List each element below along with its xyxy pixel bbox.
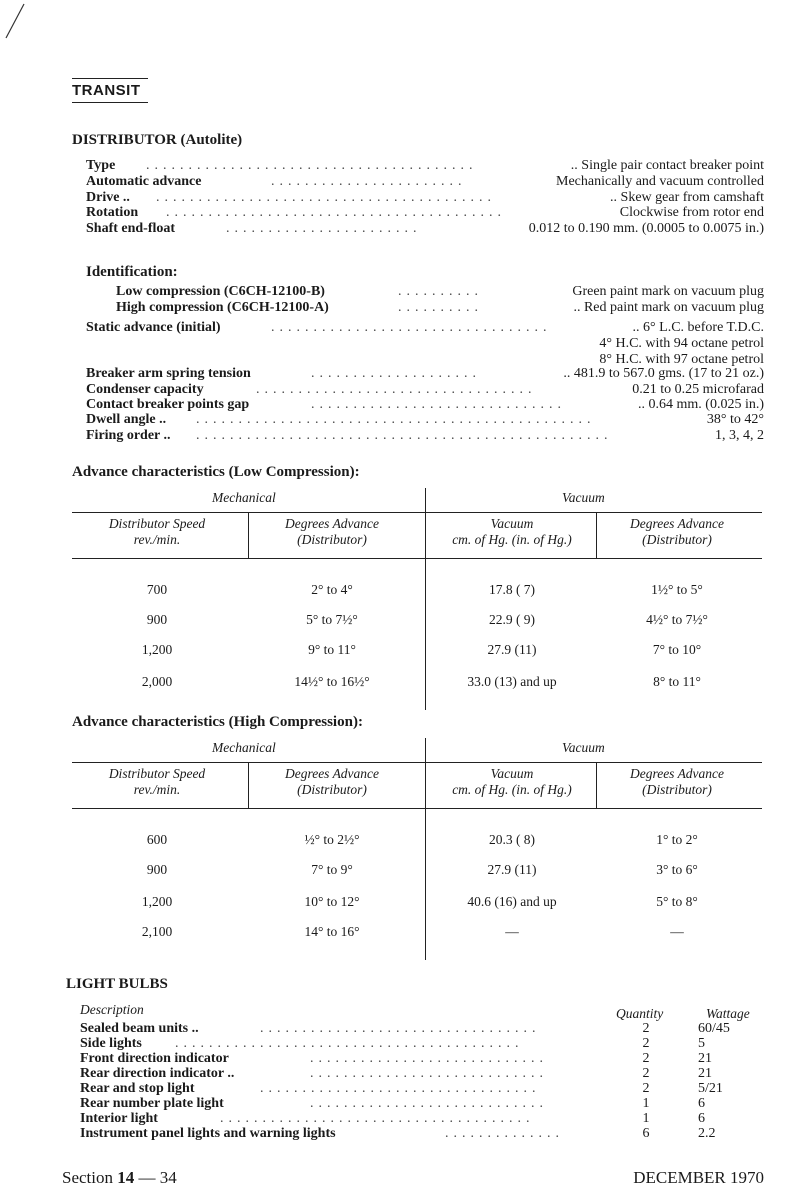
advance-high-heading: Advance characteristics (High Compression): [72,714,363,730]
distributor-heading: DISTRIBUTOR (Autolite) [72,132,243,148]
spec-row-shaft-end-float [86,221,764,237]
spec-row-drive [86,190,764,206]
footer-section [62,1168,177,1188]
table-cell: 14° to 16° [304,924,360,939]
leader-dots: ............................ [310,1096,548,1111]
table-cell: 2,000 [141,674,173,689]
table-cell: — [670,924,684,939]
table-cell: 7° to 9° [311,862,353,877]
bulb-qty: 1 [642,1096,650,1111]
bulb-watt: 6 [698,1096,705,1111]
leader-dots: ................................................. [196,428,613,443]
bulb-qty: 1 [642,1111,650,1126]
bulb-row [80,1126,790,1141]
spec-label: Low compression (C6CH-12100-B) [116,284,325,299]
col-wattage: Wattage [706,1006,750,1021]
group-mechanical: Mechanical [212,740,276,755]
spec-label: Static advance (initial) [86,320,221,335]
bulb-label: Rear number plate light [80,1096,224,1111]
table-cell: 27.9 (11) [487,862,537,877]
table-rule [72,808,762,809]
group-vacuum: Vacuum [562,740,605,755]
table-cell: 2,100 [141,924,173,939]
bulb-qty: 2 [642,1036,650,1051]
table-cell: 9° to 11° [308,642,356,657]
footer-date: DECEMBER 1970 [633,1168,764,1187]
table-cell: 7° to 10° [652,642,702,657]
col-header-line: Degrees Advance [284,516,380,531]
table-cell: 1,200 [141,642,173,657]
group-header [72,738,762,760]
static-advance-extra-2: 8° H.C. with 97 octane petrol [599,352,764,367]
table-cell: 1° to 2° [656,832,698,847]
light-bulbs-heading: LIGHT BULBS [66,976,168,992]
spec-value: .. 0.64 mm. (0.025 in.) [638,397,764,412]
spec-row-dwell-angle [86,412,764,428]
table-cell: 27.9 (11) [487,642,537,657]
leader-dots: ..................................... [220,1111,535,1126]
spec-value: 0.012 to 0.190 mm. (0.0005 to 0.0075 in.) [528,221,764,236]
table-cell: 1,200 [141,894,173,909]
bulb-qty: 2 [642,1021,650,1036]
header-divider [596,512,597,558]
col-header-line: cm. of Hg. (in. of Hg.) [452,782,572,797]
spec-label: Shaft end-float [86,221,176,236]
table-divider [425,738,426,960]
table-rule [72,762,762,763]
title-rule-bottom [72,102,148,103]
table-cell: 20.3 ( 8) [488,832,536,847]
leader-dots: .............. [445,1126,564,1141]
leader-dots: .......... [398,300,483,315]
title-rule-top [72,78,148,79]
col-description: Description [80,1002,144,1017]
leader-dots: ....................................... [146,158,478,173]
bulb-label: Side lights [80,1036,142,1051]
table-cell: 40.6 (16) and up [467,894,557,909]
col-quantity: Quantity [616,1006,664,1021]
bulb-label: Interior light [80,1111,158,1126]
spec-label: Breaker arm spring tension [86,366,251,381]
pen-mark-icon [2,2,28,42]
col-header [72,516,242,548]
spec-label: Contact breaker points gap [86,397,250,412]
id-row-low-compression [116,284,764,300]
table-cell: 4½° to 7½° [646,612,708,627]
col-header-line: Distributor Speed [108,516,206,531]
table-cell: 17.8 ( 7) [488,582,536,597]
col-header [427,766,597,798]
bulb-label: Front direction indicator [80,1051,229,1066]
col-header [252,766,412,798]
bulb-row [80,1111,790,1126]
leader-dots: ................................. [256,382,537,397]
spec-value: Clockwise from rotor end [619,205,764,220]
col-header-line: Degrees Advance [629,766,725,781]
spec-value: .. Skew gear from camshaft [610,190,764,205]
bulb-label: Rear direction indicator .. [80,1066,235,1081]
identification-heading: Identification: [86,264,178,280]
col-header-line: (Distributor) [642,782,712,797]
col-header [597,516,757,548]
table-cell: 10° to 12° [304,894,360,909]
col-header [597,766,757,798]
table-cell: 3° to 6° [656,862,698,877]
bulb-qty: 2 [642,1066,650,1081]
table-cell: 600 [146,832,168,847]
col-header-line: (Distributor) [297,532,367,547]
table-cell: 5° to 7½° [306,612,358,627]
footer-page-number: — 34 [138,1168,177,1187]
table-cell: — [505,924,519,939]
header-divider [248,512,249,558]
spec-row-contact-gap [86,397,764,413]
col-header-line: Degrees Advance [629,516,725,531]
leader-dots: ................................. [260,1081,541,1096]
spec-row-static-advance [86,320,764,336]
spec-label: Dwell angle .. [86,412,167,427]
footer-section-number: 14 [117,1168,135,1187]
spec-label: Automatic advance [86,174,202,189]
col-header-line: Vacuum [490,516,534,531]
col-header-line: (Distributor) [642,532,712,547]
spec-row-condenser [86,382,764,398]
bulb-watt: 6 [698,1111,705,1126]
col-header [72,766,242,798]
spec-row-breaker-arm [86,366,764,382]
col-header-line: Degrees Advance [284,766,380,781]
col-header-line: Distributor Speed [108,766,206,781]
bulb-label: Sealed beam units .. [80,1021,199,1036]
table-cell: 33.0 (13) and up [467,674,557,689]
col-header-line: cm. of Hg. (in. of Hg.) [452,532,572,547]
col-header [427,516,597,548]
bulb-row [80,1036,790,1051]
leader-dots: .......... [398,284,483,299]
bulb-label: Rear and stop light [80,1081,195,1096]
spec-value: 0.21 to 0.25 microfarad [632,382,764,397]
leader-dots: .................... [311,366,481,381]
bulb-label: Instrument panel lights and warning lights [80,1126,336,1141]
spec-value: 1, 3, 4, 2 [715,428,764,443]
advance-low-heading: Advance characteristics (Low Compression): [72,464,360,480]
table-cell: 900 [146,862,168,877]
table-rule [72,558,762,559]
bulb-qty: 2 [642,1081,650,1096]
col-header-line: rev./min. [133,532,181,547]
bulb-watt: 5 [698,1036,705,1051]
leader-dots: ......................................... [175,1036,524,1051]
table-cell: 14½° to 16½° [294,674,370,689]
bulb-row [80,1021,790,1036]
leader-dots: ....................... [271,174,467,189]
table-cell: ½° to 2½° [304,832,360,847]
bulb-watt: 21 [698,1066,712,1081]
advance-low-table [72,488,762,710]
bulb-watt: 5/21 [698,1081,723,1096]
table-cell: 2° to 4° [311,582,353,597]
spec-value: Green paint mark on vacuum plug [572,284,764,299]
spec-label: Condenser capacity [86,382,204,397]
table-cell: 900 [146,612,168,627]
spec-label: Drive .. [86,190,130,205]
bulb-watt: 21 [698,1051,712,1066]
col-header-line: Vacuum [490,766,534,781]
group-header [72,488,762,510]
leader-dots: ............................................... [196,412,596,427]
spec-row-automatic-advance [86,174,764,190]
spec-value: .. 6° L.C. before T.D.C. [632,320,764,335]
header-divider [596,762,597,808]
leader-dots: .............................. [311,397,566,412]
table-cell: 5° to 8° [656,894,698,909]
leader-dots: ............................ [310,1051,548,1066]
table-cell: 8° to 11° [653,674,701,689]
spec-value: .. Single pair contact breaker point [570,158,764,173]
table-cell: 1½° to 5° [651,582,703,597]
spec-label: High compression (C6CH-12100-A) [116,300,329,315]
bulb-qty: 2 [642,1051,650,1066]
col-header-line: rev./min. [133,782,181,797]
col-header-line: (Distributor) [297,782,367,797]
spec-label: Firing order .. [86,428,171,443]
footer-section-prefix: Section [62,1168,113,1187]
spec-row-rotation [86,205,764,221]
leader-dots: ................................. [271,320,552,335]
advance-high-table [72,738,762,960]
spec-value: Mechanically and vacuum controlled [556,174,764,189]
static-advance-extra-1: 4° H.C. with 94 octane petrol [599,336,764,351]
leader-dots: ........................................ [166,205,506,220]
spec-label: Type [86,158,116,173]
leader-dots: ................................. [260,1021,541,1036]
table-cell: 22.9 ( 9) [488,612,536,627]
leader-dots: ............................ [310,1066,548,1081]
leader-dots: ....................... [226,221,422,236]
bulb-watt: 60/45 [698,1021,730,1036]
bulb-watt: 2.2 [698,1126,716,1141]
spec-value: 38° to 42° [706,412,764,427]
table-cell: 700 [146,582,168,597]
id-row-high-compression [116,300,764,316]
table-divider [425,488,426,710]
bulb-row [80,1081,790,1096]
table-rule [72,512,762,513]
section-title: TRANSIT [72,82,141,99]
leader-dots: ........................................ [156,190,496,205]
bulb-row [80,1051,790,1066]
spec-row-type [86,158,764,174]
col-header [252,516,412,548]
bulb-row [80,1066,790,1081]
bulb-qty: 6 [642,1126,650,1141]
spec-row-firing-order [86,428,764,444]
spec-label: Rotation [86,205,139,220]
spec-value: .. 481.9 to 567.0 gms. (17 to 21 oz.) [563,366,764,381]
header-divider [248,762,249,808]
spec-value: .. Red paint mark on vacuum plug [573,300,764,315]
group-mechanical: Mechanical [212,490,276,505]
group-vacuum: Vacuum [562,490,605,505]
bulb-row [80,1096,790,1111]
